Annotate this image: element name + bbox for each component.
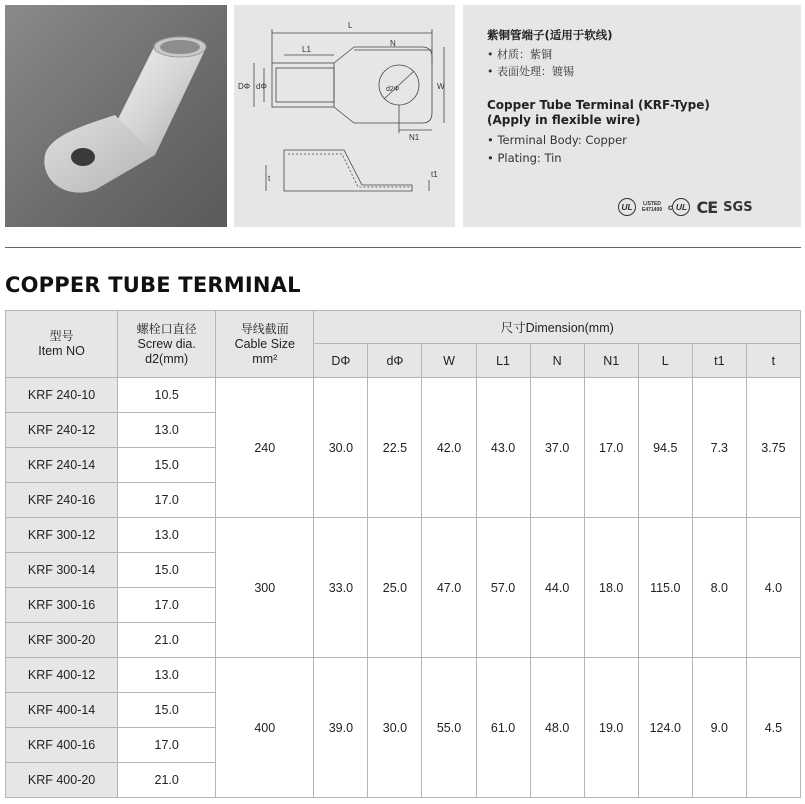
dim-cell: 30.0 [314,378,368,518]
col-header: N [530,344,584,378]
header-screw-dia [118,311,216,378]
header-item-no [6,311,118,378]
screw-cell: 17.0 [118,588,216,623]
screw-cell: 15.0 [118,693,216,728]
sgs-logo-icon: SGS [723,199,753,215]
header-item-en: Item NO [38,344,85,358]
item-no-cell: KRF 240-14 [6,448,118,483]
dim-cell: 47.0 [422,518,476,658]
dim-cell: 17.0 [584,378,638,518]
col-header: t [746,344,800,378]
col-header: L [638,344,692,378]
screw-cell: 17.0 [118,728,216,763]
header-cable-size [216,311,314,378]
cable-size-cell: 400 [216,658,314,798]
header-cable-en1: Cable Size [234,336,296,351]
en-title-line1: Copper Tube Terminal (KRF-Type) [487,98,710,112]
screw-cell: 13.0 [118,413,216,448]
screw-cell: 21.0 [118,623,216,658]
dim-cell: 55.0 [422,658,476,798]
item-no-cell: KRF 300-20 [6,623,118,658]
dim-cell: 37.0 [530,378,584,518]
item-no-cell: KRF 300-14 [6,553,118,588]
dim-cell: 22.5 [368,378,422,518]
dim-cell: 33.0 [314,518,368,658]
item-no-cell: KRF 300-12 [6,518,118,553]
label-D-phi: DΦ [238,82,251,91]
item-no-cell: KRF 240-16 [6,483,118,518]
dim-cell: 4.0 [746,518,800,658]
dim-cell: 48.0 [530,658,584,798]
certification-logos [618,192,796,222]
label-t: t [268,174,271,183]
label-N: N [390,39,396,48]
item-no-cell: KRF 400-16 [6,728,118,763]
label-N1: N1 [409,133,420,142]
item-no-cell: KRF 240-10 [6,378,118,413]
dim-cell: 18.0 [584,518,638,658]
label-W: W [437,82,445,91]
label-t1: t1 [431,170,438,179]
dim-cell: 7.3 [692,378,746,518]
specification-table [5,310,801,798]
item-no-cell: KRF 240-12 [6,413,118,448]
en-plating: • Plating: Tin [487,151,562,165]
screw-cell: 17.0 [118,483,216,518]
ul-listed-text [642,201,662,213]
screw-cell: 15.0 [118,448,216,483]
dim-cell: 4.5 [746,658,800,798]
zh-material: • 材质：紫铜 [487,48,552,61]
cul-c: c [668,202,673,212]
item-no-cell: KRF 400-14 [6,693,118,728]
label-L1: L1 [302,45,311,54]
terminal-photo-illustration [5,5,227,227]
dim-cell: 9.0 [692,658,746,798]
dim-cell: 94.5 [638,378,692,518]
en-title-line2: (Apply in flexible wire) [487,113,641,127]
ce-logo-icon: CE [696,197,718,217]
technical-drawing [234,5,455,227]
header-cable-en2: mm² [252,351,278,366]
header-dimension: 尺寸Dimension(mm) [314,311,801,344]
cul-circle: UL [672,198,690,216]
screw-cell: 10.5 [118,378,216,413]
table-row [6,378,801,413]
dim-cell: 43.0 [476,378,530,518]
section-title: COPPER TUBE TERMINAL [5,273,301,297]
file-number: E471409 [642,207,663,213]
item-no-cell: KRF 400-20 [6,763,118,798]
item-no-cell: KRF 400-12 [6,658,118,693]
screw-cell: 21.0 [118,763,216,798]
header-screw-en1: Screw dia. [137,336,196,351]
cul-logo-icon [668,198,690,216]
header-screw-zh: 螺栓口直径 [136,321,197,336]
header-item-zh: 型号 [49,329,74,343]
dim-cell: 8.0 [692,518,746,658]
ul-logo-icon: UL [618,198,636,216]
dim-cell: 19.0 [584,658,638,798]
dim-cell: 3.75 [746,378,800,518]
en-body: • Terminal Body: Copper [487,133,627,147]
item-no-cell: KRF 300-16 [6,588,118,623]
cable-size-cell: 240 [216,378,314,518]
dimension-drawing [234,5,455,227]
dim-cell: 39.0 [314,658,368,798]
label-L: L [348,21,353,30]
dim-cell: 42.0 [422,378,476,518]
label-d-phi: dΦ [256,82,267,91]
dim-cell: 44.0 [530,518,584,658]
table-row [6,658,801,693]
dim-cell: 61.0 [476,658,530,798]
zh-title: 紫铜管端子(适用于软线) [487,28,613,42]
dim-cell: 57.0 [476,518,530,658]
label-d2-phi: d2Φ [386,86,400,93]
col-header: dΦ [368,344,422,378]
screw-cell: 13.0 [118,518,216,553]
col-header: DΦ [314,344,368,378]
header-screw-en2: d2(mm) [145,351,189,366]
table-row [6,518,801,553]
screw-cell: 15.0 [118,553,216,588]
dim-cell: 115.0 [638,518,692,658]
col-header: L1 [476,344,530,378]
col-header: W [422,344,476,378]
dim-cell: 25.0 [368,518,422,658]
product-photo [5,5,227,227]
divider [5,247,801,248]
dim-cell: 30.0 [368,658,422,798]
screw-cell: 13.0 [118,658,216,693]
col-header: N1 [584,344,638,378]
header-cable-zh: 导线截面 [240,321,289,336]
dim-cell: 124.0 [638,658,692,798]
listed-word: LISTED [643,201,661,207]
col-header: t1 [692,344,746,378]
product-description [463,5,801,227]
zh-plating: • 表面处理：镀锡 [487,65,574,78]
cable-size-cell: 300 [216,518,314,658]
